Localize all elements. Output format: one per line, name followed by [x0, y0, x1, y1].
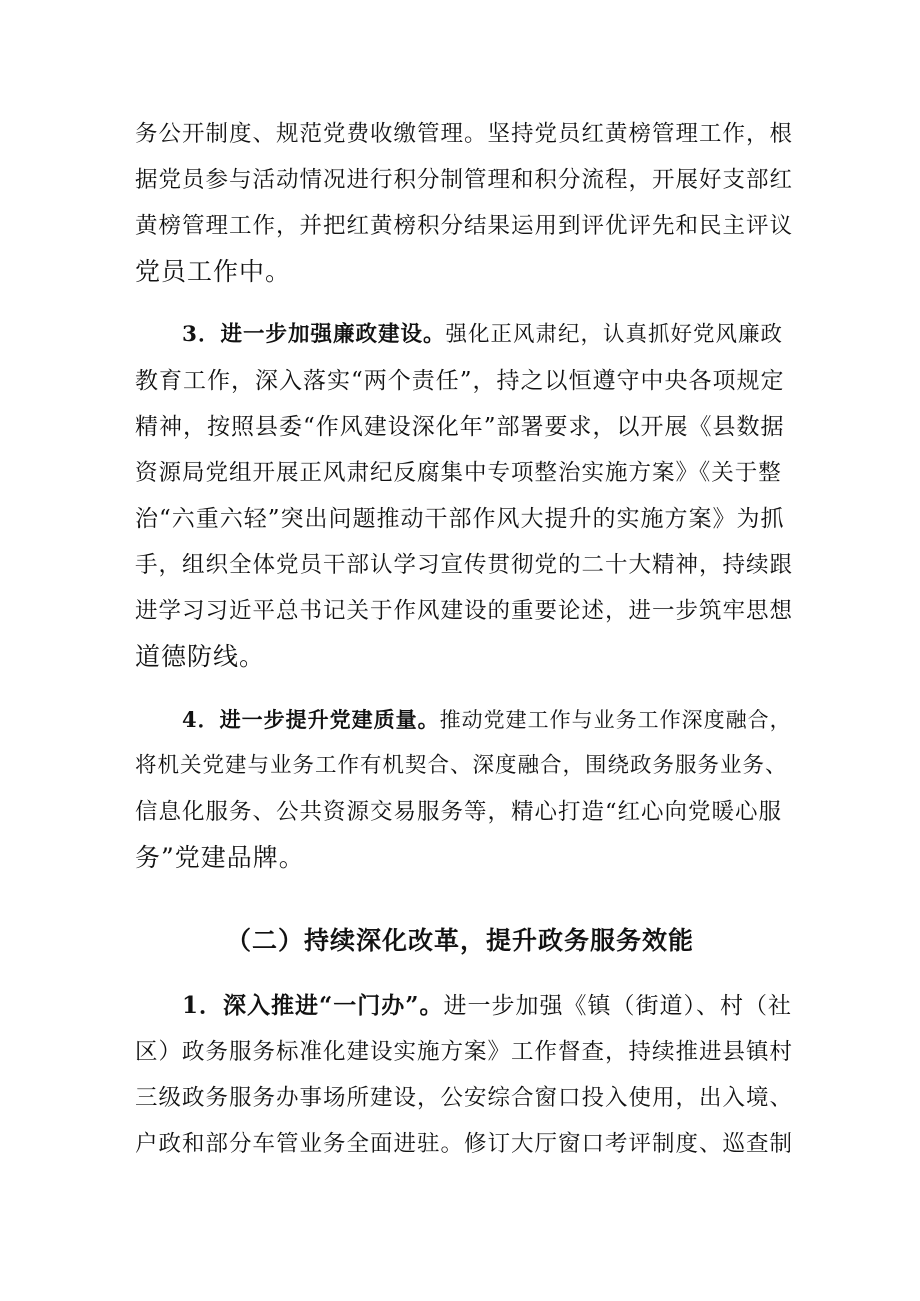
item-lead: 3．进一步加强廉政建设。 [182, 322, 446, 347]
paragraph-line: 资源局党组开展正风肃纪反腐集中专项整治实施方案》《关于整 [135, 460, 782, 486]
paragraph-line: 三级政务服务办事场所建设，公安综合窗口投入使用，出入境、 [135, 1085, 794, 1111]
paragraph-line: 信息化服务、公共资源交易服务等，精心打造“红心向党暖心服 [135, 799, 783, 825]
paragraph-line: 教育工作，深入落实“两个责任”，持之以恒遵守中央各项规定 [135, 368, 785, 394]
paragraph-line [182, 315, 795, 355]
paragraph-line: 据党员参与活动情况进行积分制管理和积分流程，开展好支部红 [135, 167, 794, 193]
paragraph-line: 区）政务服务标准化建设实施方案》工作督查，持续推进县镇村 [135, 1039, 794, 1065]
paragraph-line [182, 986, 795, 1026]
paragraph-line: 进学习习近平总书记关于作风建设的重要论述，进一步筑牢思想 [135, 598, 794, 624]
item-text: 进一步加强《镇（街道）、村（社 [443, 993, 792, 1019]
paragraph-line: 治“六重六轻”突出问题推动干部作风大提升的实施方案》为抓 [135, 506, 785, 532]
paragraph-line: 道德防线。 [135, 642, 266, 671]
paragraph-line: 务”党建品牌。 [135, 843, 305, 872]
section-heading: （二）持续深化改革，提升政务服务效能 [225, 926, 694, 955]
paragraph-line: 将机关党建与业务工作有机契合、深度融合，围绕政务服务业务、 [135, 753, 788, 778]
item-lead: 1．深入推进“一门办”。 [182, 992, 444, 1019]
item-text: 推动党建工作与业务工作深度融合， [439, 708, 792, 732]
item-lead: 4．进一步提升党建质量。 [182, 707, 440, 732]
paragraph-line: 黄榜管理工作，并把红黄榜积分结果运用到评优评先和民主评议 [135, 213, 794, 239]
paragraph-line: 精神，按照县委“作风建设深化年”部署要求，以开展《县数据 [135, 414, 785, 440]
paragraph-line: 户政和部分车管业务全面进驻。修订大厅窗口考评制度、巡查制 [135, 1131, 794, 1157]
paragraph-line: 党员工作中。 [135, 257, 292, 286]
paragraph-line: 手，组织全体党员干部认学习宣传贯彻党的二十大精神，持续跟 [135, 552, 794, 578]
paragraph-line [182, 700, 795, 740]
paragraph-line: 务公开制度、规范党费收缴管理。坚持党员红黄榜管理工作，根 [135, 121, 794, 147]
item-text: 强化正风肃纪，认真抓好党风廉政 [445, 322, 783, 347]
